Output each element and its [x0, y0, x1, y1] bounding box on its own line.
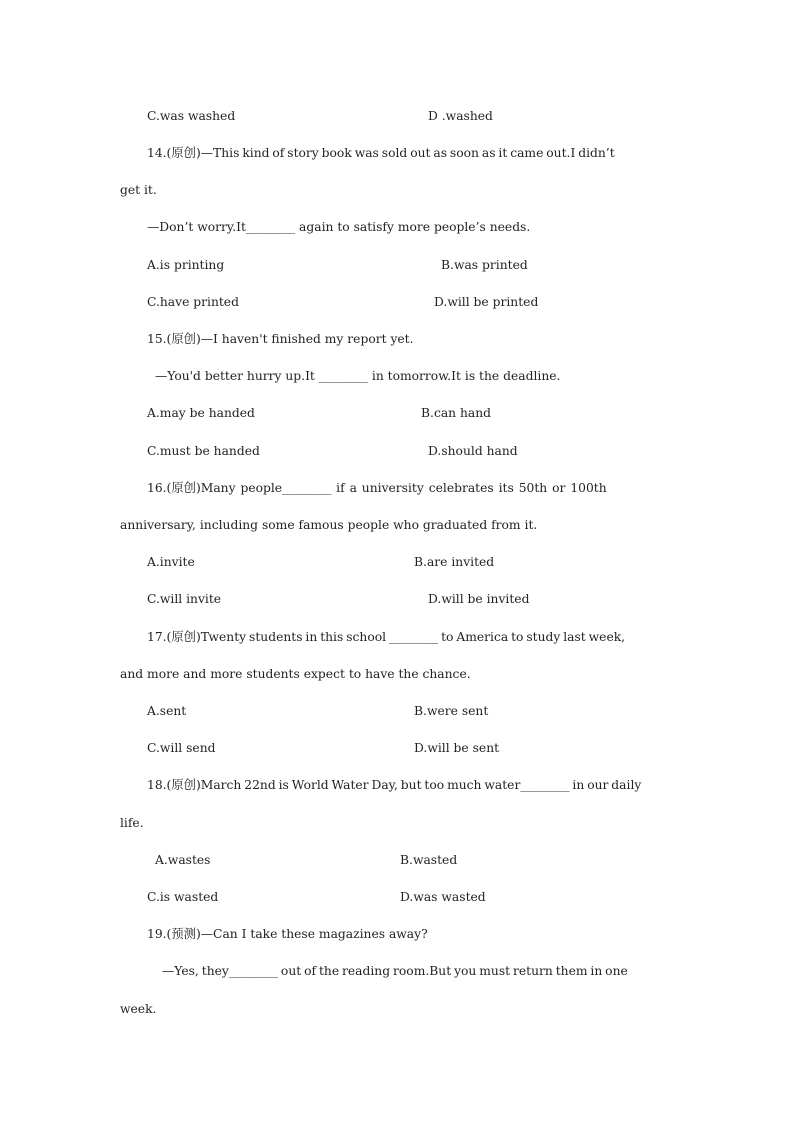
option-c: C.must be handed — [147, 444, 260, 458]
option-a: A.is printing — [147, 258, 225, 272]
option-b: B.were sent — [414, 704, 489, 718]
option-b: B.are invited — [414, 555, 495, 569]
option-c: C.will invite — [147, 592, 222, 606]
option-b: B.wasted — [400, 853, 458, 867]
document-page: C.was washed D .washed 14.(原创)—This kind of story book was sold out as soon as it came out.I didn’t get it. —Don’t worry.It________ again to satisfy more people’s needs. A.is printing B.was printed C.have printed D.will be printed 15.(原创)—I haven't finished my report yet. —You'd better hurry up.It ________ in tomorrow.It is the deadline. A.may be handed B.can hand C.must be handed D.should hand 16.(原创)Many people________ if a university celebrates its 50th or 100th anniversary, including some famous people who graduated from it. A.invite B.are invited C.will invite D.will be invited 17.(原创)Twenty students in this school ________ to America to study last week, and more and more students expect to have the chance. A.sent B.were sent C.will send D.will be sent 18.(原创)March 22nd is World Water Day, but too much water________ in our daily life. A.wastes B.wasted C.is wasted D.was wasted 19.(预测)—Can I take these magazines away? —Yes, they________ out of the reading room.But you must return them in one week. — [120, 109, 642, 1016]
option-b: B.can hand — [421, 406, 492, 420]
option-c: C.will send — [147, 741, 216, 755]
option-a: A.wastes — [155, 853, 211, 867]
option-d: D .washed — [428, 109, 493, 123]
option-a: A.sent — [147, 704, 187, 718]
option-a: A.invite — [147, 555, 195, 569]
option-c: C.have printed — [147, 295, 239, 309]
option-d: D.should hand — [428, 444, 518, 458]
option-a: A.may be handed — [147, 406, 255, 420]
option-c: C.is wasted — [147, 890, 219, 904]
option-d: D.will be sent — [414, 741, 500, 755]
option-d: D.will be invited — [428, 592, 530, 606]
option-b: B.was printed — [441, 258, 528, 272]
option-d: D.was wasted — [400, 890, 486, 904]
option-d: D.will be printed — [434, 295, 539, 309]
option-c: C.was washed — [147, 109, 236, 123]
